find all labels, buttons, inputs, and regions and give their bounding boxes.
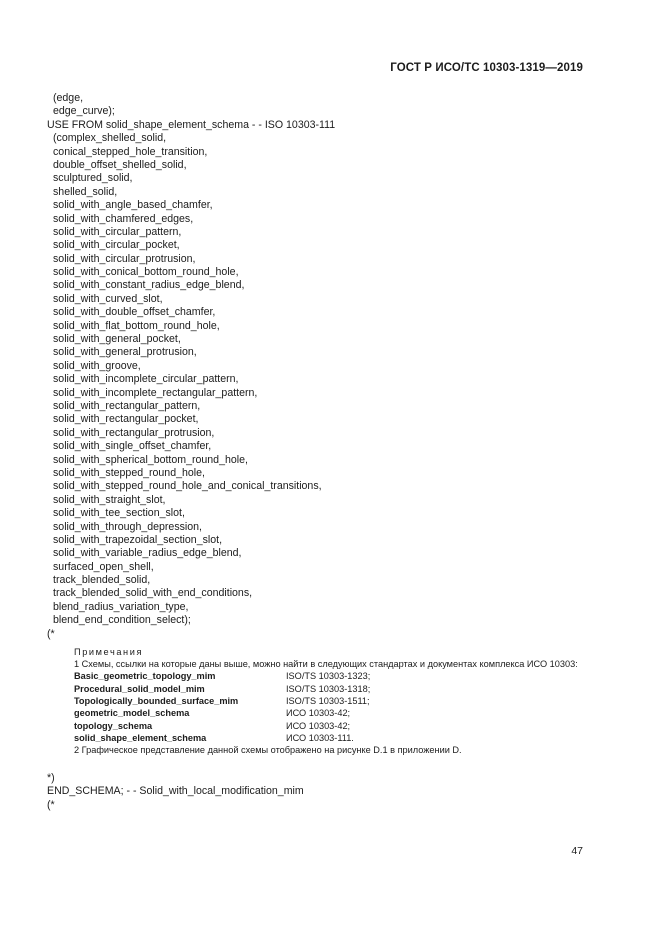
- schema-name: topology_schema: [74, 720, 153, 731]
- schema-name: Basic_geometric_topology_mim: [74, 671, 216, 682]
- reference-row: [47, 720, 587, 732]
- schema-name: solid_shape_element_schema: [74, 732, 207, 743]
- code-line: solid_with_stepped_round_hole,: [53, 466, 205, 479]
- document-header: ГОСТ Р ИСО/ТС 10303-1319—2019: [390, 62, 583, 74]
- schema-name: Topologically_bounded_surface_mim: [74, 696, 239, 706]
- code-line: edge_curve);: [53, 105, 115, 118]
- reference-row: [47, 695, 587, 707]
- code-line: solid_with_chamfered_edges,: [53, 212, 194, 225]
- standard-ref: ISO/TS 10303-1511;: [286, 696, 370, 706]
- code-line: track_blended_solid_with_end_conditions,: [53, 587, 253, 600]
- code-line: solid_with_stepped_round_hole_and_conical_transitions,: [53, 480, 322, 493]
- reference-row: [47, 683, 587, 695]
- end-schema-line: END_SCHEMA; - - Solid_with_local_modification_mim: [47, 785, 304, 798]
- code-line: USE FROM solid_shape_element_schema - - ISO 10303-111: [47, 118, 336, 131]
- code-line: solid_with_single_offset_chamfer,: [53, 440, 212, 453]
- code-line: surfaced_open_shell,: [53, 560, 154, 573]
- schema-name: geometric_model_schema: [74, 708, 190, 719]
- code-line: solid_with_variable_radius_edge_blend,: [53, 547, 242, 560]
- code-line: solid_with_incomplete_rectangular_pattern,: [53, 386, 258, 399]
- code-line: solid_with_general_protrusion,: [53, 346, 197, 359]
- reference-row: [47, 732, 587, 744]
- comment-open: (*: [47, 798, 55, 811]
- code-line: solid_with_groove,: [53, 359, 141, 372]
- code-line: solid_with_straight_slot,: [53, 493, 166, 506]
- code-line: solid_with_general_pocket,: [53, 333, 181, 346]
- code-line: solid_with_angle_based_chamfer,: [53, 199, 213, 212]
- code-line: solid_with_rectangular_protrusion,: [53, 426, 215, 439]
- schema-closing: [47, 772, 304, 812]
- code-line: blend_radius_variation_type,: [53, 600, 189, 613]
- code-line: solid_with_tee_section_slot,: [53, 507, 185, 520]
- code-line: solid_with_spherical_bottom_round_hole,: [53, 453, 248, 466]
- standard-ref: ИСО 10303-42;: [286, 708, 351, 719]
- express-code-block: [47, 92, 335, 641]
- notes-title: Примечания: [74, 647, 144, 657]
- reference-row: [47, 707, 587, 719]
- code-line: solid_with_through_depression,: [53, 520, 203, 533]
- comment-close: *): [47, 772, 55, 784]
- reference-row: [47, 670, 587, 682]
- code-line: (*: [47, 627, 55, 640]
- code-line: solid_with_conical_bottom_round_hole,: [53, 266, 239, 279]
- schema-name: Procedural_solid_model_mim: [74, 683, 205, 694]
- code-line: (edge,: [53, 92, 84, 104]
- code-line: solid_with_double_offset_chamfer,: [53, 306, 216, 319]
- standard-ref: ИСО 10303-111.: [286, 732, 354, 743]
- code-line: double_offset_shelled_solid,: [53, 158, 187, 171]
- code-line: (complex_shelled_solid,: [53, 132, 167, 145]
- code-line: solid_with_rectangular_pocket,: [53, 413, 199, 426]
- code-line: blend_end_condition_select);: [53, 614, 191, 627]
- standard-ref: ИСО 10303-42;: [286, 720, 351, 731]
- code-line: conical_stepped_hole_transition,: [53, 145, 208, 158]
- standard-ref: ISO/TS 10303-1323;: [286, 671, 371, 682]
- note-1: 1 Схемы, ссылки на которые даны выше, можно найти в следующих стандартах и документах комплекса ИСО 10303:: [74, 659, 578, 670]
- code-line: sculptured_solid,: [53, 172, 133, 185]
- code-line: solid_with_circular_pocket,: [53, 239, 180, 252]
- code-line: solid_with_rectangular_pattern,: [53, 399, 201, 412]
- code-line: shelled_solid,: [53, 185, 118, 198]
- standard-ref: ISO/TS 10303-1318;: [286, 683, 371, 694]
- page-number: 47: [571, 845, 583, 857]
- notes-section: [47, 646, 587, 756]
- code-line: solid_with_circular_protrusion,: [53, 252, 196, 265]
- code-line: solid_with_trapezoidal_section_slot,: [53, 533, 223, 546]
- code-line: track_blended_solid,: [53, 574, 151, 587]
- code-line: solid_with_constant_radius_edge_blend,: [53, 279, 245, 292]
- code-line: solid_with_incomplete_circular_pattern,: [53, 373, 239, 386]
- code-line: solid_with_circular_pattern,: [53, 225, 182, 238]
- code-line: solid_with_curved_slot,: [53, 292, 163, 305]
- note-2: 2 Графическое представление данной схемы отображено на рисунке D.1 в приложении D.: [74, 745, 462, 756]
- code-line: solid_with_flat_bottom_round_hole,: [53, 319, 220, 332]
